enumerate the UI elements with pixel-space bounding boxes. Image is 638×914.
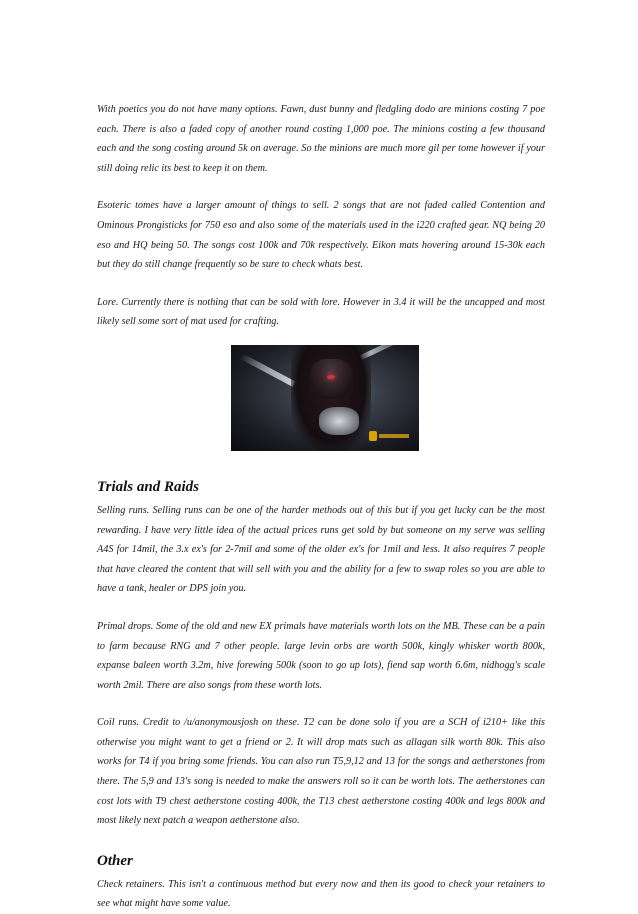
paragraph-esoteric: Esoteric tomes have a larger amount of things to sell. 2 songs that are not faded called Contention and Ominous Prongisticks for 750 eso and also some of the materials used in the i220 crafted gear. NQ being 20 eso and HQ being 50. The songs cost 100k and 70k respectively. Eikon mats hovering around 15-30k each but they do still change frequently so be sure to check whats best. <box>97 200 545 271</box>
heading-other: Other <box>97 852 133 869</box>
game-logo-icon <box>369 431 409 441</box>
paragraph-check-retainers: Check retainers. This isn't a continuous method but every now and then its good to check your retainers to see what might have some value. <box>97 878 545 910</box>
paragraph-primal-drops: Primal drops. Some of the old and new EX primals have materials worth lots on the MB. These can be a pain to farm because RNG and 7 other people. large levin orbs are worth 500k, kingly whisker worth 800k, expanse baleen worth 3.2m, hive forewing 500k (soon to go up lots), fiend sap worth 6.6m, nidhogg's scale worth 2mil. There are also songs from these worth lots. <box>97 620 545 691</box>
heading-trials-and-raids: Trials and Raids <box>97 478 199 495</box>
paragraph-selling-runs: Selling runs. Selling runs can be one of the harder methods out of this but if you get lucky can be the most rewarding. I have very little idea of the actual prices runs get sold by but someone on my serve was selling A4S for 14mil, the 3.x ex's for 2-7mil and some of the older ex's for 1mil and less. It also requires 7 people that have cleared the content that will sell with you and the ability for a few to swap roles so you are able to have a tank, healer or DPS join you. <box>97 504 545 595</box>
paragraph-coil-runs: Coil runs. Credit to /u/anonymousjosh on these. T2 can be done solo if you are a SCH of i210+ like this otherwise you might want to get a friend or 2. It will drop mats such as allagan silk worth 80k. This also works for T4 if you bring some friends. You can also run T5,9,12 and 13 for the songs and aetherstones from there. The 5,9 and 13's song is needed to make the answers roll so it can be worth lots. The aetherstones can cost lots with T9 chest aetherstone costing 400k, the T13 chest aetherstone costing 400k and legs 800k and most likely next patch a weapon aetherstone also. <box>97 717 545 827</box>
eye-glow <box>327 375 335 379</box>
paragraph-poetics: With poetics you do not have many options. Fawn, dust bunny and fledgling dodo are minions costing 7 poe each. There is also a faded copy of another round costing 1,000 poe. The minions costing a few thousand each and the song costing around 5k on average. So the minions are much more gil per tome however if your still doing relic its best to keep it on them. <box>97 104 545 174</box>
game-screenshot-image <box>231 345 419 451</box>
blade-shape <box>240 353 296 386</box>
gauntlet-shape <box>319 407 359 435</box>
paragraph-lore: Lore. Currently there is nothing that can be sold with lore. However in 3.4 it will be the uncapped and most likely sell some sort of mat used for crafting. <box>97 296 545 328</box>
helmet-shape <box>309 359 353 399</box>
document-body <box>97 100 545 914</box>
